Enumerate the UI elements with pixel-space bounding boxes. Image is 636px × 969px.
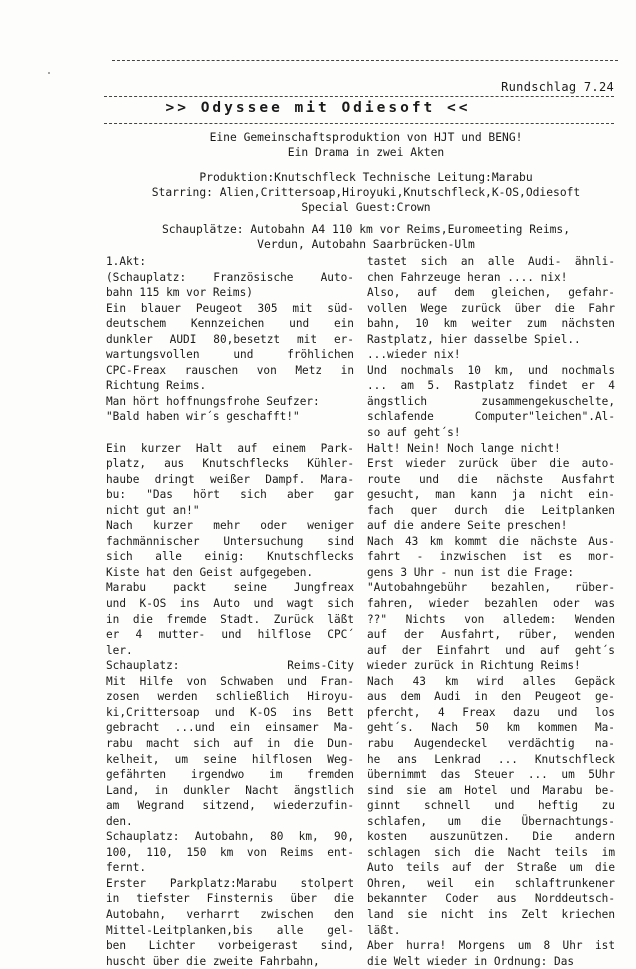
left-column-text-line: (Schauplatz: Französische Auto- (106, 270, 354, 284)
left-column-text-line: kelheit, um seine hilflosen Weg- (106, 752, 354, 766)
right-column-text-line: route und die nächste Ausfahrt (367, 472, 615, 486)
right-column-text-line: ...wieder nix! (367, 348, 461, 362)
right-column-text-line: geht´s. Nach 50 km kommen Ma- (367, 721, 615, 735)
left-column-text-line: in tiefster Finsternis über die (106, 892, 354, 906)
right-column-text-line: Auto teils auf der Straße um die (367, 861, 615, 875)
title-rule-top (104, 96, 614, 97)
right-column-text-line: Ohren, weil ein schlaftrunkener (367, 876, 615, 890)
right-column-text-line: Nach 43 km wird alles Gepäck (367, 674, 615, 688)
left-column-text-line: 100, 110, 150 km von Reims ent- (106, 845, 354, 859)
right-column-text-line: kosten auszunützen. Die andern (367, 830, 615, 844)
right-column-text-line: auf der Ausfahrt, rüber, wenden (367, 628, 615, 642)
right-column-text-line: wieder zurück in Richtung Reims! (367, 659, 581, 673)
right-column-text-line: ... am 5. Rastplatz findet er 4 (367, 379, 615, 393)
right-column-text-line: vollen Wege zurück über die Fahr (367, 301, 615, 315)
left-column-text-line: bahn 115 km vor Reims) (106, 286, 253, 300)
right-column-text-line: Rastplatz, hier dasselbe Spiel.. (367, 332, 581, 346)
left-column-text-line: wartungsvollen und fröhlichen (106, 348, 354, 362)
right-column-text-line: Nach 43 km kommt die nächste Aus- (367, 534, 615, 548)
left-column-text-line: den. (106, 814, 133, 828)
left-column-text-line: gefährten irgendwo im fremden (106, 768, 354, 782)
left-column-text-line: ler. (106, 643, 133, 657)
credits-starring: Starring: Alien,Crittersoap,Hiroyuki,Knutschfleck,K-OS,Odiesoft (151, 186, 581, 199)
left-column-text-line: CPC-Freax rauschen von Metz in (106, 363, 354, 377)
right-column-text-line: he ans Lenkrad ... Knutschfleck (367, 752, 615, 766)
intro-line-1: Eine Gemeinschaftsproduktion von HJT und BENG! (209, 131, 523, 144)
left-column-text-line: ki,Crittersoap und K-OS ins Bett (106, 705, 354, 719)
left-column-text-line: in die fremde Stadt. Zurück läßt (106, 612, 354, 626)
right-column-text-line: schlafen, um die Übernachtungs- (367, 814, 615, 828)
right-column-text-line: chen Fahrzeuge heran .... nix! (367, 270, 568, 284)
right-column-text-line: die Welt wieder in Ordnung: Das (367, 954, 575, 968)
right-column-text-line: fach quer durch die Leitplanken (367, 503, 615, 517)
left-column-text-line: Nach kurzer mehr oder weniger (106, 519, 354, 533)
right-column-text-line: fahren, wieder bezahlen oder was (367, 597, 615, 611)
right-column-text-line: ängstlich zusammengekuschelte, (367, 394, 615, 408)
credits-production: Produktion:Knutschfleck Technische Leitung:Marabu (199, 171, 533, 184)
left-column-text-line: Erster Parkplatz:Marabu stolpert (106, 876, 354, 890)
right-column-text-line: sind sie am Hotel und Marabu be- (367, 783, 615, 797)
title-rule-bottom (104, 123, 614, 124)
top-rule (112, 60, 618, 61)
left-column-text-line: fernt. (106, 861, 147, 875)
left-column-text-line: 1.Akt: (106, 255, 147, 268)
left-column-text-line: Mit Hilfe von Schwaben und Fran- (106, 674, 354, 688)
right-column-text-line: Halt! Nein! Noch lange nicht! (367, 441, 561, 455)
left-column-text-line: deutschem Kennzeichen und ein (106, 317, 354, 331)
left-column-text-line: Schauplatz: Autobahn, 80 km, 90, (106, 830, 354, 844)
left-column-text-line: Man hört hoffnungsfrohe Seufzer: (106, 394, 320, 408)
right-column-text-line: gens 3 Uhr - nun ist die Frage: (367, 565, 575, 579)
right-column (367, 254, 615, 969)
left-column-text-line: rabu macht sich auf in die Dun- (106, 736, 354, 750)
left-column-text-line: Kiste hat den Geist aufgegeben. (106, 565, 314, 579)
right-column-text-line: bekannter Coder aus Norddeutsch- (367, 892, 615, 906)
page-number: Rundschlag 7.24 (501, 80, 614, 94)
right-column-text-line: fahrt - inzwischen ist es mor- (367, 550, 615, 564)
intro-line-2: Ein Drama in zwei Akten (287, 146, 445, 159)
left-column-text-line: nicht gut an!" (106, 503, 200, 517)
left-column-text-line: bu: "Das hört sich aber gar (106, 488, 354, 502)
locations-line-2: Verdun, Autobahn Saarbrücken-Ulm (257, 238, 475, 251)
left-column-text-line: sich alle einig: Knutschflecks (106, 550, 354, 564)
locations-line-1: Schauplätze: Autobahn A4 110 km vor Reims,Euromeeting Reims, (161, 223, 571, 236)
right-column-text-line: so auf geht´s! (367, 426, 461, 440)
left-column-text-line: Ein kurzer Halt auf einem Park- (106, 441, 354, 455)
scan-speck (48, 72, 50, 74)
right-column-text-line: läßt. (367, 923, 401, 937)
left-column-text-line: platz, aus Knutschflecks Kühler- (106, 457, 354, 471)
left-column-text-line: fachmännischer Untersuchung sind (106, 534, 354, 548)
left-column-text-line: dunkler AUDI 80,besetzt mit er- (106, 332, 354, 346)
right-column-text-line: pfercht, 4 Freax dazu und los (367, 705, 615, 719)
page-title: >> Odyssee mit Odiesoft << (165, 100, 471, 116)
right-column-text-line: auf der Einfahrt und auf geht´s (367, 643, 615, 657)
left-column-text-line: Ein blauer Peugeot 305 mit süd- (106, 301, 354, 315)
left-column-text-line: Land, in dunkler Nacht ängstlich (106, 783, 354, 797)
right-column-text-line: land sie nicht ins Zelt kriechen (367, 907, 615, 921)
right-column-text-line: aus dem Audi in den Peugeot ge- (367, 690, 615, 704)
right-column-text-line: schlagen sich die Nacht teils im (367, 845, 615, 859)
right-column-text-line: "Autobahngebühr bezahlen, rüber- (367, 581, 615, 595)
left-column-text-line: ben Lichter vorbeigerast sind, (106, 939, 354, 953)
left-column-text-line: huscht über die zweite Fahrbahn, (106, 954, 320, 968)
left-column-text-line: Mittel-Leitplanken,bis alle gel- (106, 923, 354, 937)
right-column-text-line: tastet sich an alle Audi- ähnli- (367, 255, 615, 268)
right-column-text-line: gesucht, man kann ja nicht ein- (367, 488, 615, 502)
right-column-text-line: ??" Nichts von alledem: Wenden (367, 612, 615, 626)
right-column-text-line: Aber hurra! Morgens um 8 Uhr ist (367, 939, 615, 953)
credits-special-guest: Special Guest:Crown (301, 201, 431, 214)
left-column-text-line: Richtung Reims. (106, 379, 207, 393)
right-column-text-line: Und nochmals 10 km, und nochmals (367, 363, 615, 377)
right-column-text-line: Also, auf dem gleichen, gefahr- (367, 286, 615, 300)
right-column-text-line: bahn, 10 km weiter zum nächsten (367, 317, 615, 331)
left-column-text-line: er 4 mutter- und hilflose CPC´ (106, 628, 354, 642)
right-column-text-line: ginnt schnell und heftig zu (367, 799, 615, 813)
right-column-text-line: Erst wieder zurück über die auto- (367, 457, 615, 471)
right-column-text-line: schlafende Computer"leichen".Al- (367, 410, 615, 424)
left-column-blank-line (106, 425, 354, 441)
right-column-text-line: auf die andere Seite preschen! (367, 519, 568, 533)
left-column-text-line: gebracht ...und ein einsamer Ma- (106, 721, 354, 735)
left-column-text-line: haube dringt weißer Dampf. Mara- (106, 472, 354, 486)
left-column-text-line: "Bald haben wir´s geschafft!" (106, 410, 300, 424)
left-column-text-line: zosen werden schließlich Hiroyu- (106, 690, 354, 704)
left-column (106, 254, 354, 969)
left-column-text-line: am Wegrand sitzend, wiederzufin- (106, 799, 354, 813)
left-column-text-line: und K-OS ins Auto und wagt sich (106, 597, 354, 611)
right-column-text-line: rabu Augendeckel verdächtig na- (367, 736, 615, 750)
left-column-text-line: Autobahn, verharrt zwischen den (106, 907, 354, 921)
right-column-text-line: übernimmt das Steuer ... um 5Uhr (367, 768, 615, 782)
left-column-text-line: Schauplatz: Reims-City (106, 659, 354, 673)
left-column-text-line: Marabu packt seine Jungfreax (106, 581, 354, 595)
